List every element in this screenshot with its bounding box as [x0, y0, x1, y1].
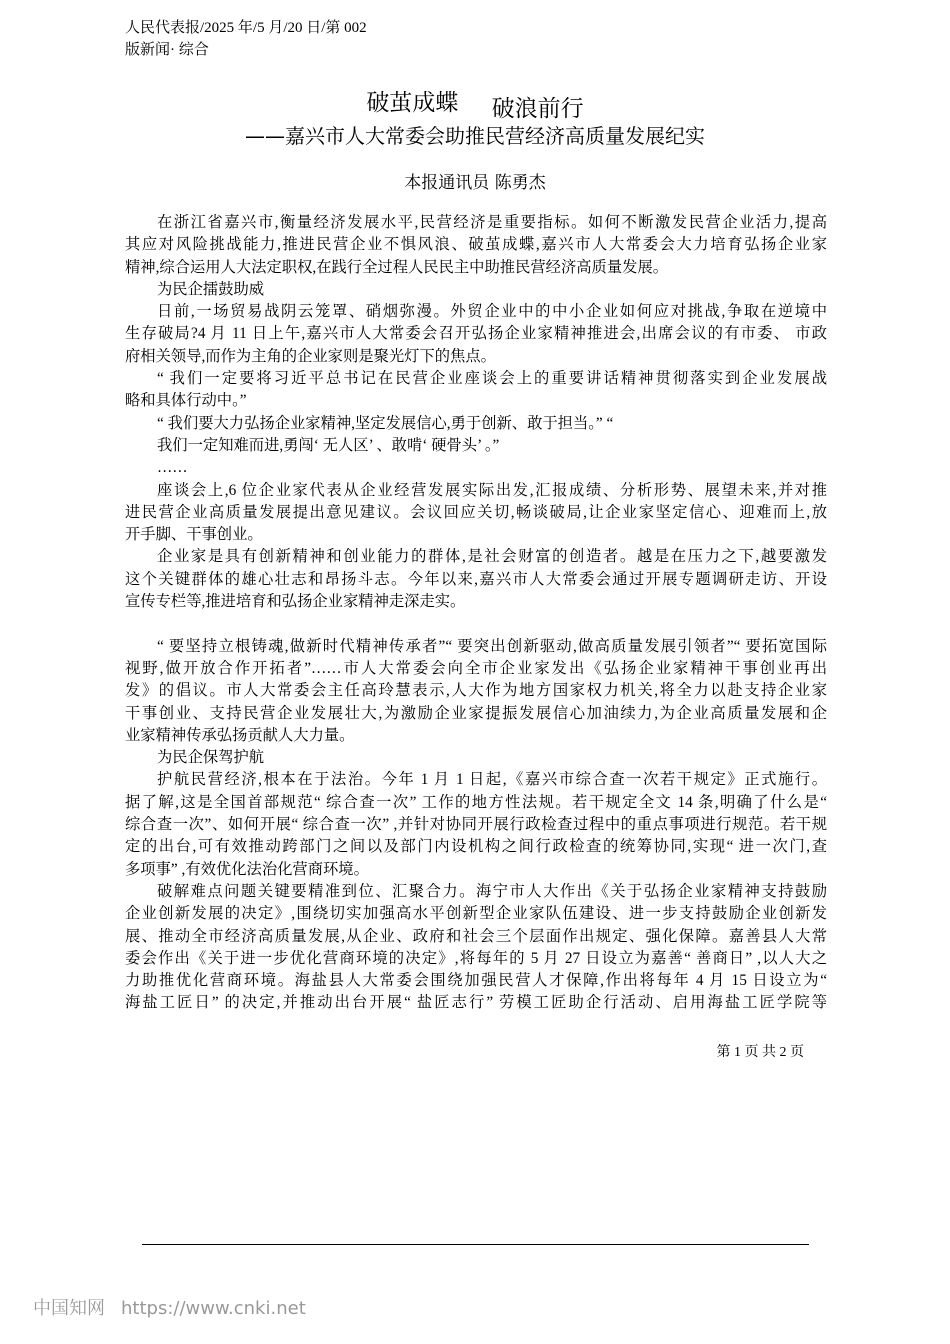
page-number: 第 1 页 共 2 页: [716, 1045, 804, 1060]
text-line: 这个关键群体的雄心壮志和昂扬斗志。今年以来,嘉兴市人大常委会通过开展专题调研走访、开设: [125, 570, 827, 588]
text-line: 为民企保驾护航: [157, 749, 265, 767]
section-info: 版新闻· 综合: [125, 42, 209, 58]
cnki-url[interactable]: https://www.cnki.net: [121, 1298, 306, 1319]
text-line: 委会作出《关于进一步优化营商环境的决定》,将每年的 5 月 27 日设立为嘉善“ 善商日” ,以人大之: [125, 949, 827, 967]
text-line: 企业家是具有创新精神和创业能力的群体,是社会财富的创造者。越是在压力之下,越要激发: [157, 548, 827, 566]
text-line: 破解难点问题关键要精准到位、汇聚合力。海宁市人大作出《关于弘扬企业家精神支持鼓励: [157, 882, 827, 900]
article-author: 本报通讯员 陈勇杰: [404, 173, 546, 193]
text-line: 多项事” ,有效优化法治化营商环境。: [125, 860, 369, 878]
text-line: 海盐工匠日” 的决定,并推动出台开展“ 盐匠志行” 劳模工匠助企行活动、启用海盐工匠学院等: [125, 994, 827, 1012]
text-line: 定的出台,可有效推动跨部门之间以及部门内设机构之间行政检查的统筹协同,实现“ 进一次门,查: [125, 838, 827, 856]
text-line: 企业创新发展的决定》,围绕切实加强高水平创新型企业家队伍建设、进一步支持鼓励企业创新发: [125, 905, 827, 923]
text-line: 略和具体行动中。”: [125, 392, 247, 410]
text-line: 发》的倡议。市人大常委会主任高玲慧表示,人大作为地方国家权力机关,将全力以赴支持企业家: [125, 682, 827, 700]
text-line: “ 我们要大力弘扬企业家精神,坚定发展信心,勇于创新、敢于担当。” “: [157, 414, 614, 432]
title-part-1: 破茧成蝶: [366, 90, 459, 116]
text-line: 展、推动全市经济高质量发展,从企业、政府和社会三个层面作出规定、强化保障。嘉善县人大常: [125, 927, 827, 945]
title-part-2: 破浪前行: [491, 96, 584, 122]
text-line: “ 我们一定要将习近平总书记在民营企业座谈会上的重要讲话精神贯彻落实到企业发展战: [157, 370, 827, 388]
text-line: 在浙江省嘉兴市,衡量经济发展水平,民营经济是重要指标。如何不断激发民营企业活力,提高: [157, 214, 827, 231]
text-line: 力助推优化营商环境。海盐县人大常委会围绕加强民营人才保障,作出将每年 4 月 15 日设立为“: [125, 972, 827, 990]
text-line: 视野,做开放合作开拓者”……市人大常委会向全市企业家发出《弘扬企业家精神干事创业再出: [125, 659, 827, 677]
cnki-watermark: [33, 1294, 322, 1320]
text-line: 护航民营经济,根本在于法治。今年 1 月 1 日起,《嘉兴市综合查一次若干规定》正式施行。: [157, 771, 827, 789]
text-line: 进民营企业高质量发展提出意见建议。会议回应关切,畅谈破局,让企业家坚定信心、迎难而上,放: [125, 503, 827, 521]
publication-info: 人民代表报/2025 年/5 月/20 日/第 002: [125, 20, 367, 36]
cnki-name: 中国知网: [33, 1298, 105, 1319]
text-line: [125, 613, 827, 635]
text-line: 为民企擂鼓助威: [157, 280, 265, 298]
text-line: 宣传专栏等,推进培育和弘扬企业家精神走深走实。: [125, 593, 466, 611]
text-line: 府相关领导,而作为主角的企业家则是聚光灯下的焦点。: [125, 347, 496, 365]
text-line: 我们一定知难而进,勇闯‘ 无人区’ 、敢啃‘ 硬骨头’ 。”: [157, 436, 500, 454]
text-line: “ 要坚持立根铸魂,做新时代精神传承者”“ 要突出创新驱动,做高质量发展引领者”“ 要拓宽国际: [157, 637, 827, 655]
text-line: 干事创业、支持民营企业发展壮大,为激励企业家提振发展信心加油续力,为企业高质量发展和企: [125, 704, 827, 722]
text-line: 精神,综合运用人大法定职权,在践行全过程人民民主中助推民营经济高质量发展。: [125, 258, 669, 276]
text-line: 日前,一场贸易战阴云笼罩、硝烟弥漫。外贸企业中的中小企业如何应对挑战,争取在逆境中: [157, 303, 827, 321]
article-title: [0, 84, 950, 122]
text-line: 其应对风险挑战能力,推进民营企业不惧风浪、破茧成蝶,嘉兴市人大常委会大力培育弘扬企业家: [125, 236, 827, 254]
text-line: 座谈会上,6 位企业家代表从企业经营发展实际出发,汇报成绩、分析形势、展望未来,并对推: [157, 481, 827, 499]
text-line: 业家精神传承弘扬贡献人大力量。: [125, 726, 355, 744]
text-line: 据了解,这是全国首部规范“ 综合查一次” 工作的地方性法规。若干规定全文 14 条,明确了什么是“: [125, 793, 827, 811]
text-line: 生存破局?4 月 11 日上午,嘉兴市人大常委会召开弘扬企业家精神推进会,出席会议的有市委、 市政: [125, 325, 827, 343]
text-line: 综合查一次”、如何开展“ 综合查一次” ,并针对协同开展行政检查过程中的重点事项进行规范。若干规: [125, 816, 827, 834]
text-line: 开手脚、干事创业。: [125, 526, 263, 544]
footer-divider: [142, 1244, 809, 1245]
text-line: ……: [157, 459, 188, 477]
article-body: [125, 212, 827, 1015]
article-subtitle: ——嘉兴市人大常委会助推民营经济高质量发展纪实: [245, 124, 705, 148]
